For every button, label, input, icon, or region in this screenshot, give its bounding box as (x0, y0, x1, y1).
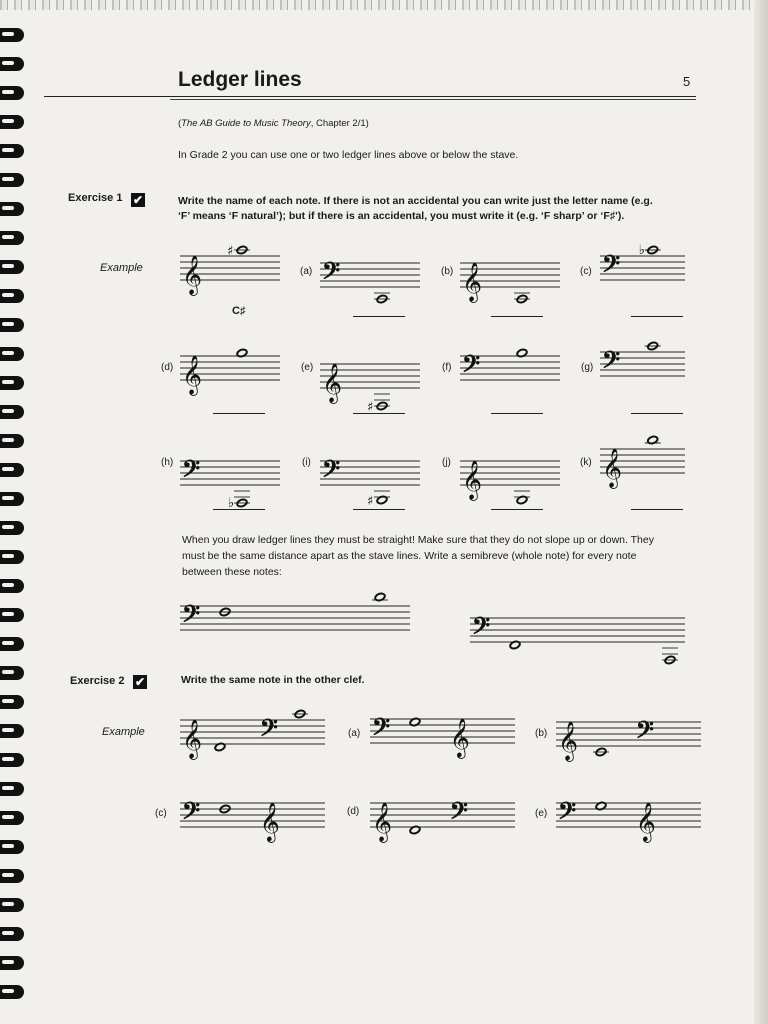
bass-clef-icon: 𝄢 (182, 600, 201, 633)
answer-blank-i[interactable] (353, 509, 405, 510)
binding-ring (0, 550, 24, 564)
sharp-icon: ♯ (227, 244, 234, 259)
staff-b (460, 250, 560, 300)
staff-f (460, 338, 560, 398)
title-rule-secondary (170, 99, 696, 100)
treble-clef-icon: 𝄞 (259, 802, 280, 842)
bass-clef-icon: 𝄢 (449, 797, 468, 830)
bass-clef-icon: 𝄢 (602, 346, 621, 379)
staff-e (320, 348, 420, 415)
bass-clef-icon: 𝄢 (462, 350, 481, 383)
staff-example (180, 238, 280, 298)
page-number: 5 (683, 74, 691, 89)
staff-ex2-b (556, 706, 701, 761)
staff-lines (370, 719, 515, 743)
answer-blank-f[interactable] (491, 413, 543, 414)
staff-lines (180, 606, 410, 630)
staff-j (460, 445, 560, 500)
answer-blank-d[interactable] (213, 413, 265, 414)
binding-ring (0, 173, 24, 187)
binding-ring (0, 434, 24, 448)
spiral-binding (0, 0, 30, 1024)
treble-clef-icon: 𝄞 (635, 802, 656, 842)
answer-blank-b[interactable] (491, 316, 543, 317)
binding-ring (0, 579, 24, 593)
binding-ring (0, 811, 24, 825)
staff-i (320, 445, 420, 509)
staff-lines (470, 618, 685, 642)
staff-bass-range-up (180, 590, 410, 645)
ledger-lines-instructions: When you draw ledger lines they must be straight! Make sure that they do not slope up or down. They must be the same distance apart as the stave lines. Write a semibreve (whole note) for every note between these notes: (182, 534, 654, 578)
staff-c (600, 238, 685, 298)
binding-ring (0, 608, 24, 622)
staff-k (600, 428, 685, 493)
staff-d (180, 338, 280, 398)
binding-ring (0, 289, 24, 303)
staff-lines (556, 803, 701, 827)
item-label-h: (h) (161, 457, 174, 468)
example-answer: C♯ (232, 305, 246, 317)
answer-blank-k[interactable] (631, 509, 683, 510)
bass-clef-icon: 𝄢 (322, 455, 341, 488)
book-title: The AB Guide to Music Theory (181, 118, 311, 129)
item-label-b: (b) (441, 266, 454, 277)
staff-g (600, 334, 685, 394)
bass-clef-icon: 𝄢 (472, 612, 491, 645)
bass-clef-icon: 𝄢 (182, 797, 201, 830)
binding-ring (0, 985, 24, 999)
ex2-item-label-d: (d) (347, 806, 360, 817)
binding-ring (0, 782, 24, 796)
treble-clef-icon: 𝄞 (372, 802, 393, 842)
exercise-1-instruction: Write the name of each note. If there is not an accidental you can write just the letter name (e.g. ‘F’ means ‘F natural’); but if there is an accidental, you must write it (e.g. ‘F sharp’ or ‘F♯’). (178, 195, 653, 222)
ex2-item-label-c: (c) (155, 808, 167, 819)
binding-ring (0, 666, 24, 680)
treble-clef-icon: 𝄞 (182, 719, 203, 759)
item-label-f: (f) (442, 362, 452, 373)
page-top-edge (0, 0, 768, 10)
binding-ring (0, 840, 24, 854)
binding-ring (0, 637, 24, 651)
binding-ring (0, 695, 24, 709)
binding-ring (0, 405, 24, 419)
treble-clef-icon: 𝄞 (182, 355, 203, 395)
binding-ring (0, 86, 24, 100)
answer-blank-j[interactable] (491, 509, 543, 510)
ex2-item-label-e: (e) (535, 808, 548, 819)
item-label-i: (i) (302, 457, 311, 468)
binding-ring (0, 144, 24, 158)
bass-clef-icon: 𝄢 (182, 455, 201, 488)
binding-ring (0, 376, 24, 390)
binding-ring (0, 318, 24, 332)
binding-ring (0, 956, 24, 970)
binding-ring (0, 521, 24, 535)
staff-bass-range-down (470, 600, 685, 660)
treble-clef-icon: 𝄞 (462, 460, 483, 500)
ex2-item-label-a: (a) (348, 728, 361, 739)
intro-text: In Grade 2 you can use one or two ledger lines above or below the stave. (178, 149, 519, 161)
binding-ring (0, 927, 24, 941)
binding-ring (0, 753, 24, 767)
item-label-a: (a) (300, 266, 313, 277)
flat-icon: ♭ (228, 496, 235, 511)
binding-ring (0, 463, 24, 477)
bass-clef-icon: 𝄢 (259, 714, 278, 747)
answer-blank-g[interactable] (631, 413, 683, 414)
flat-icon: ♭ (638, 243, 645, 258)
item-label-j: (j) (442, 457, 451, 468)
staff-ex2-c (180, 790, 325, 840)
staff-a (320, 250, 420, 300)
treble-clef-icon: 𝄞 (462, 262, 483, 302)
binding-ring (0, 115, 24, 129)
staff-h (180, 445, 280, 511)
staff-ex2-e (556, 790, 701, 840)
binding-ring (0, 898, 24, 912)
bass-clef-icon: 𝄢 (322, 257, 341, 290)
binding-ring (0, 724, 24, 738)
treble-clef-icon: 𝄞 (449, 718, 470, 758)
binding-ring (0, 231, 24, 245)
staff-lines (180, 803, 325, 827)
treble-clef-icon: 𝄞 (558, 721, 579, 761)
binding-ring (0, 57, 24, 71)
treble-clef-icon: 𝄞 (322, 363, 343, 403)
checkmark-icon[interactable]: ✔ (134, 675, 146, 689)
binding-ring (0, 869, 24, 883)
answer-blank-e[interactable] (353, 413, 405, 414)
binding-ring (0, 492, 24, 506)
staff-ex2-a (370, 706, 515, 756)
title-rule (44, 96, 696, 97)
bass-clef-icon: 𝄢 (602, 250, 621, 283)
item-label-c: (c) (580, 266, 592, 277)
page-title: Ledger lines (178, 68, 302, 91)
bass-clef-icon: 𝄢 (635, 716, 654, 749)
treble-clef-icon: 𝄞 (602, 448, 623, 488)
item-label-e: (e) (301, 362, 314, 373)
item-label-k: (k) (580, 457, 592, 468)
staff-ex2-example (180, 704, 325, 759)
item-label-d: (d) (161, 362, 174, 373)
answer-blank-c[interactable] (631, 316, 683, 317)
exercise-2-example-label: Example (102, 726, 145, 738)
exercise-1-example-label: Example (100, 262, 143, 274)
answer-blank-h[interactable] (213, 509, 265, 510)
book-reference: (The AB Guide to Music Theory, Chapter 2/1) (178, 118, 369, 129)
exercise-2-instruction: Write the same note in the other clef. (181, 674, 365, 686)
staff-ex2-d (370, 790, 515, 840)
binding-ring (0, 202, 24, 216)
binding-ring (0, 28, 24, 42)
answer-blank-a[interactable] (353, 316, 405, 317)
page-right-edge (754, 0, 768, 1024)
ex2-item-label-b: (b) (535, 728, 548, 739)
bass-clef-icon: 𝄢 (558, 797, 577, 830)
exercise-1-label: Exercise 1 (68, 192, 123, 204)
treble-clef-icon: 𝄞 (182, 255, 203, 295)
item-label-g: (g) (581, 362, 594, 373)
sharp-icon: ♯ (367, 494, 374, 509)
checkmark-icon[interactable]: ✔ (132, 193, 144, 207)
binding-ring (0, 260, 24, 274)
bass-clef-icon: 𝄢 (372, 713, 391, 746)
exercise-2-label: Exercise 2 (70, 675, 125, 687)
sharp-icon: ♯ (367, 400, 374, 415)
binding-ring (0, 347, 24, 361)
